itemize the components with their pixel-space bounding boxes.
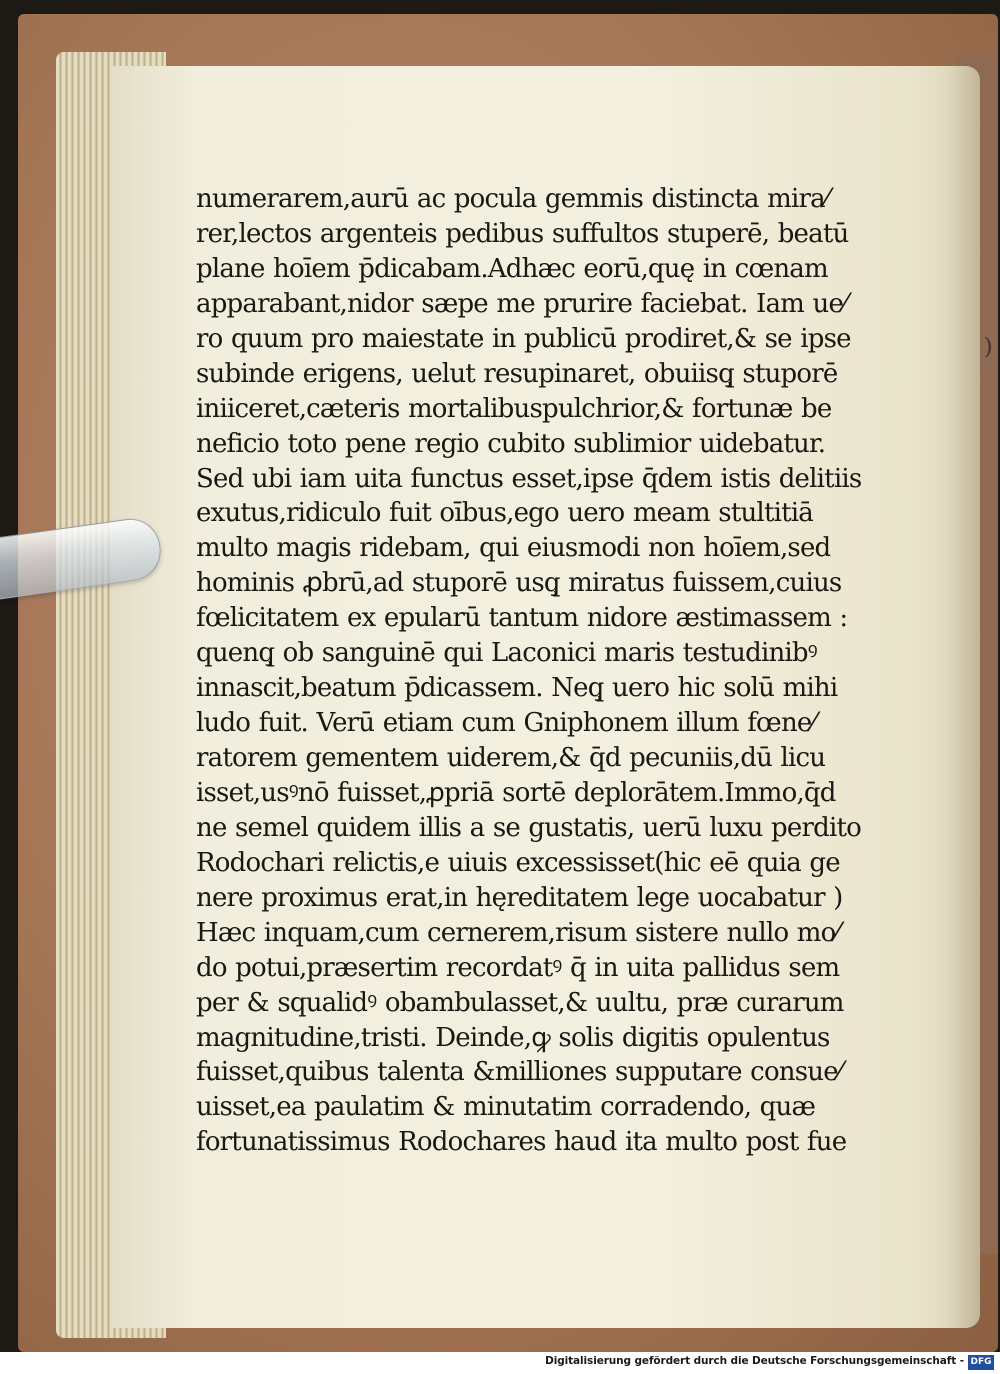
text-line: ludo fuit. Verū etiam cum Gniphonem illum fœne⁄	[196, 708, 816, 739]
text-line: isset,usꝰnō fuisset,ꝓpriā sortē deplorātem.Immo,q̄d	[196, 777, 836, 808]
text-line: fortunatissimus Rodochares haud ita multo post fue	[196, 1127, 847, 1158]
text-line: per & squalidꝰ obambulasset,& uultu, præ curarum	[196, 987, 844, 1018]
credit-bar	[0, 1352, 1000, 1374]
text-line: ratorem gementem uiderem,& q̄d pecuniis,dū licu	[196, 743, 826, 773]
margin-mark: )	[984, 335, 993, 360]
text-line: multo magis ridebam, qui eiusmodi non hoīem,sed	[196, 533, 831, 564]
dfg-logo: DFG	[968, 1355, 994, 1370]
text-line: plane hoīem p̄dicabam.Adhæc eorū,quę in cœnam	[196, 253, 828, 284]
text-line: iniiceret,cæteris mortalibuspulchrior,& fortunæ be	[196, 393, 832, 424]
printed-text-block	[196, 182, 918, 1160]
text-line: Rodochari relictis,e uiuis excessisset(hic eē quia ge	[196, 847, 840, 878]
text-line: innascit,beatum p̄dicassem. Neq̧ uero hic solū mihi	[196, 673, 838, 704]
text-line: exutus,ridiculo fuit oībus,ego uero meam stultitiā	[196, 498, 813, 529]
text-line: quenq̧ ob sanguinē qui Laconici maris testudinibꝰ	[196, 638, 817, 669]
text-line: subinde erigens, uelut resupinaret, obuiisq̧ stuporē	[196, 358, 838, 389]
text-line: Hæc inquam,cum cernerem,risum sistere nullo mo⁄	[196, 917, 840, 948]
text-line: numerarem,aurū ac pocula gemmis distincta mira⁄	[196, 184, 829, 214]
text-line: ro quum pro maiestate in publicū prodiret,& se ipse	[196, 323, 851, 354]
page-gutter-shadow	[946, 66, 980, 1328]
text-line: nere proximus erat,in hęreditatem lege uocabatur )	[196, 882, 843, 913]
text-line: ne semel quidem illis a se gustatis, uerū luxu perdito	[196, 812, 861, 843]
text-line: rer,lectos argenteis pedibus suffultos stuperē, beatū	[196, 218, 849, 249]
text-line: fœlicitatem ex epularū tantum nidore æstimassem :	[196, 603, 848, 634]
text-line: fuisset,quibus talenta &milliones supputare consue⁄	[196, 1057, 842, 1088]
credit-text: Digitalisierung gefördert durch die Deutsche Forschungsgemeinschaft -	[545, 1355, 964, 1367]
text-line: apparabant,nidor sæpe me prurire faciebat. Iam ue⁄	[196, 288, 847, 319]
text-line: hominis ꝓbrū,ad stuporē usq̧ miratus fuissem,cuius	[196, 568, 842, 599]
text-line: Sed ubi iam uita functus esset,ipse q̄dem istis delitiis	[196, 463, 862, 494]
text-line: magnitudine,tristi. Deinde,ꝙ solis digitis opulentus	[196, 1022, 830, 1053]
text-line: neficio toto pene regio cubito sublimior uidebatur.	[196, 428, 826, 459]
text-line: do potui,præsertim recordatꝰ q̄ in uita pallidus sem	[196, 952, 840, 983]
text-line: uisset,ea paulatim & minutatim corradendo, quæ	[196, 1092, 816, 1123]
